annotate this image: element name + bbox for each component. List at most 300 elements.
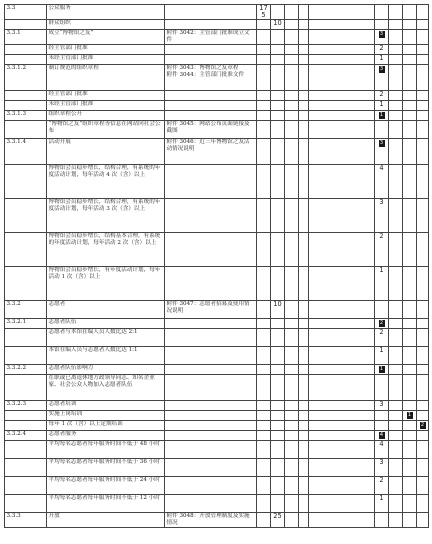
item-description: 成立“博物馆之友”	[48, 30, 94, 36]
item-description: 志愿者队伍	[48, 319, 77, 325]
blank-cell	[285, 301, 299, 319]
attachment-cell	[165, 139, 257, 165]
points-cell	[375, 365, 389, 375]
total-score-cell	[257, 329, 271, 347]
total-score-cell	[257, 495, 271, 513]
attachment-cell	[165, 513, 257, 528]
item-description: 每年 1 次（含）以上定期培训	[48, 421, 123, 427]
attachment-cell	[165, 495, 257, 513]
attachment-cell	[165, 365, 257, 375]
mark-cell-2	[417, 411, 429, 421]
mark-cell-1	[403, 101, 417, 111]
blank-cell	[309, 477, 375, 495]
blank-cell	[285, 5, 299, 20]
mark-cell-2	[417, 495, 429, 513]
mark-cell-1	[403, 347, 417, 365]
item-description-cell	[47, 45, 165, 55]
points-value: 2	[379, 320, 384, 326]
blank-cell	[299, 121, 309, 139]
blank-cell	[299, 431, 309, 441]
subtotal-score-cell	[271, 421, 285, 431]
blank-cell	[389, 319, 403, 329]
table-row	[5, 55, 429, 65]
mark-cell-1	[403, 165, 417, 199]
item-id-cell	[5, 45, 47, 55]
item-description-cell	[47, 431, 165, 441]
mark-cell-1	[403, 495, 417, 513]
mark-cell-1	[403, 401, 417, 411]
item-id-cell	[5, 165, 47, 199]
item-id-cell	[5, 139, 47, 165]
points-cell	[375, 5, 389, 20]
table-row	[5, 495, 429, 513]
item-id-cell	[5, 199, 47, 233]
total-score: 5	[261, 11, 266, 19]
subtotal-score-cell	[271, 20, 285, 30]
evaluation-table-page	[4, 4, 428, 528]
blank-cell	[299, 401, 309, 411]
item-description-cell	[47, 5, 165, 20]
subtotal-score-cell	[271, 513, 285, 528]
item-id-cell	[5, 65, 47, 91]
total-score-cell	[257, 65, 271, 91]
item-description: 本馆在编人员与志愿者人数比达 1:1	[48, 347, 138, 353]
total-score: 17	[259, 4, 268, 12]
subtotal-score-cell	[271, 233, 285, 267]
blank-cell	[389, 495, 403, 513]
blank-cell	[299, 139, 309, 165]
table-row	[5, 459, 429, 477]
points-cell	[375, 139, 389, 165]
blank-cell	[309, 199, 375, 233]
mark-cell-2	[417, 347, 429, 365]
item-description-cell	[47, 459, 165, 477]
table-row	[5, 5, 429, 20]
item-description-cell	[47, 421, 165, 431]
blank-cell	[309, 365, 375, 375]
subtotal-score-cell	[271, 199, 285, 233]
item-description-cell	[47, 411, 165, 421]
mark-cell-1	[403, 111, 417, 121]
attachment-cell	[165, 441, 257, 459]
attachment-cell	[165, 165, 257, 199]
item-description-cell	[47, 347, 165, 365]
points-cell	[375, 233, 389, 267]
total-score-cell	[257, 30, 271, 45]
blank-cell	[285, 111, 299, 121]
item-description: 经主管部门批准	[48, 91, 88, 97]
blank-cell	[299, 30, 309, 45]
attachment-cell	[165, 111, 257, 121]
subtotal-score-cell	[271, 267, 285, 301]
table-row	[5, 199, 429, 233]
attachment-cell	[165, 459, 257, 477]
total-score-cell	[257, 319, 271, 329]
attachment-text: 附件 3047：志愿者招募及使用情况说明	[166, 301, 250, 314]
attachment-cell	[165, 411, 257, 421]
points-cell	[375, 165, 389, 199]
blank-cell	[299, 267, 309, 301]
mark-cell-2	[417, 30, 429, 45]
item-id-cell	[5, 347, 47, 365]
total-score-cell	[257, 267, 271, 301]
blank-cell	[309, 5, 375, 20]
subtotal-score-cell	[271, 121, 285, 139]
table-row	[5, 267, 429, 301]
item-description: 实施上岗培训	[48, 411, 83, 417]
subtotal-score: 10	[273, 300, 282, 308]
mark-cell-2	[417, 441, 429, 459]
item-description: 博物馆会员稳步增长，结构合理，有系统的年度活动计划，每年活动 3 次（含）以上	[48, 199, 161, 212]
mark-cell-1	[403, 301, 417, 319]
mark-cell-1	[403, 199, 417, 233]
mark-cell-1	[403, 431, 417, 441]
item-description-cell	[47, 301, 165, 319]
item-id: 3.3.2.4	[6, 431, 27, 437]
points-cell	[375, 513, 389, 528]
total-score-cell	[257, 101, 271, 111]
subtotal-score-cell	[271, 65, 285, 91]
item-id-cell	[5, 477, 47, 495]
blank-cell	[309, 45, 375, 55]
blank-cell	[299, 20, 309, 30]
blank-cell	[285, 375, 299, 401]
mark-cell-1	[403, 30, 417, 45]
blank-cell	[299, 319, 309, 329]
item-id: 3.3.2.1	[6, 319, 27, 325]
item-id-cell	[5, 233, 47, 267]
total-score-cell	[257, 139, 271, 165]
blank-cell	[285, 101, 299, 111]
mark-cell-1	[403, 411, 417, 421]
item-description-cell	[47, 513, 165, 528]
points-value: 1	[379, 54, 384, 62]
points-cell	[375, 477, 389, 495]
blank-cell	[309, 267, 375, 301]
mark-cell-1	[403, 233, 417, 267]
subtotal-score-cell	[271, 365, 285, 375]
total-score-cell	[257, 477, 271, 495]
table-row	[5, 347, 429, 365]
points-cell	[375, 495, 389, 513]
table-row	[5, 319, 429, 329]
item-description-cell	[47, 199, 165, 233]
item-id-cell	[5, 267, 47, 301]
points-cell	[375, 30, 389, 45]
points-value: 1	[379, 366, 384, 372]
item-description: 博物馆会员稳步增长，结构基本合理，有系统的年度活动计划，每年活动 2 次（含）以上	[48, 233, 161, 246]
blank-cell	[299, 91, 309, 101]
blank-cell	[389, 199, 403, 233]
mark-cell-2	[417, 319, 429, 329]
blank-cell	[299, 45, 309, 55]
blank-cell	[389, 101, 403, 111]
mark-cell-2	[417, 477, 429, 495]
item-description: 志愿者与本馆在编人员人数比达 2:1	[48, 329, 138, 335]
blank-cell	[389, 459, 403, 477]
item-description: 平均每名志愿者每年服务时间不低于 12 小时	[48, 495, 160, 501]
mark-cell-1	[403, 459, 417, 477]
blank-cell	[299, 495, 309, 513]
mark-cell-2	[417, 365, 429, 375]
item-id-cell	[5, 411, 47, 421]
blank-cell	[285, 513, 299, 528]
item-description: 志愿者服务	[48, 431, 77, 437]
item-description: 志愿者	[48, 301, 66, 307]
blank-cell	[309, 459, 375, 477]
blank-cell	[309, 347, 375, 365]
blank-cell	[309, 441, 375, 459]
points-value: 4	[379, 432, 384, 438]
attachment-cell	[165, 375, 257, 401]
total-score-cell	[257, 513, 271, 528]
item-id-cell	[5, 101, 47, 111]
item-description-cell	[47, 329, 165, 347]
mark-cell-1	[403, 319, 417, 329]
points-cell	[375, 441, 389, 459]
blank-cell	[285, 20, 299, 30]
points-value: 1	[379, 266, 384, 274]
blank-cell	[285, 233, 299, 267]
item-description-cell	[47, 20, 165, 30]
mark-cell-1	[403, 91, 417, 101]
subtotal-score-cell	[271, 441, 285, 459]
points-cell	[375, 329, 389, 347]
mark-cell-1	[403, 267, 417, 301]
table-row	[5, 375, 429, 401]
mark-cell-1	[403, 5, 417, 20]
points-value: 4	[379, 440, 384, 448]
points-cell	[375, 401, 389, 411]
item-description: 群众组织	[48, 20, 71, 26]
blank-cell	[299, 459, 309, 477]
mark-cell-2	[417, 431, 429, 441]
total-score-cell	[257, 233, 271, 267]
attachment-cell	[165, 421, 257, 431]
blank-cell	[389, 5, 403, 20]
item-description: 平均每名志愿者每年服务时间不低于 24 小时	[48, 477, 160, 483]
blank-cell	[299, 199, 309, 233]
item-id-cell	[5, 301, 47, 319]
points-cell	[375, 347, 389, 365]
blank-cell	[299, 375, 309, 401]
mark-cell-2	[417, 329, 429, 347]
blank-cell	[285, 199, 299, 233]
mark-cell-2	[417, 121, 429, 139]
attachment-cell	[165, 301, 257, 319]
table-row	[5, 411, 429, 421]
item-id-cell	[5, 55, 47, 65]
table-row	[5, 121, 429, 139]
attachment-cell	[165, 401, 257, 411]
mark-cell-2	[417, 513, 429, 528]
points-cell	[375, 267, 389, 301]
blank-cell	[309, 401, 375, 411]
blank-cell	[309, 30, 375, 45]
blank-cell	[389, 233, 403, 267]
item-description-cell	[47, 441, 165, 459]
total-score-cell	[257, 55, 271, 65]
item-description: 博物馆会员稳步增长，有年度活动计划，每年活动 1 次（含）以上	[48, 267, 161, 280]
points-cell	[375, 199, 389, 233]
mark-cell-2	[417, 65, 429, 91]
mark-cell-1	[403, 375, 417, 401]
attachment-cell	[165, 477, 257, 495]
table-row	[5, 45, 429, 55]
blank-cell	[389, 411, 403, 421]
blank-cell	[389, 121, 403, 139]
blank-cell	[309, 431, 375, 441]
subtotal-score-cell	[271, 459, 285, 477]
item-id: 3.3.3	[6, 513, 21, 519]
mark-cell-2	[417, 459, 429, 477]
item-description-cell	[47, 121, 165, 139]
blank-cell	[309, 233, 375, 267]
blank-cell	[309, 411, 375, 421]
blank-cell	[389, 431, 403, 441]
blank-cell	[309, 421, 375, 431]
item-id-cell	[5, 459, 47, 477]
blank-cell	[389, 329, 403, 347]
subtotal-score-cell	[271, 375, 285, 401]
attachment-text: 附件 3046：近三年博物馆之友活动情况说明	[166, 139, 250, 152]
item-id-cell	[5, 30, 47, 45]
mark-cell-1	[403, 421, 417, 431]
blank-cell	[309, 91, 375, 101]
blank-cell	[285, 421, 299, 431]
attachment-cell	[165, 65, 257, 91]
table-row	[5, 139, 429, 165]
blank-cell	[389, 55, 403, 65]
mark-cell-2	[417, 421, 429, 431]
subtotal-score-cell	[271, 45, 285, 55]
points-cell	[375, 20, 389, 30]
blank-cell	[285, 329, 299, 347]
item-description: 开放	[48, 513, 60, 519]
mark-cell-1	[403, 55, 417, 65]
item-description-cell	[47, 477, 165, 495]
blank-cell	[309, 329, 375, 347]
subtotal-score-cell	[271, 139, 285, 165]
points-cell	[375, 411, 389, 421]
blank-cell	[389, 441, 403, 459]
blank-cell	[285, 495, 299, 513]
attachment-cell	[165, 431, 257, 441]
mark-cell-2	[417, 267, 429, 301]
blank-cell	[299, 233, 309, 267]
total-score-cell	[257, 375, 271, 401]
attachment-cell	[165, 5, 257, 20]
blank-cell	[285, 347, 299, 365]
points-cell	[375, 421, 389, 431]
table-row	[5, 365, 429, 375]
mark-cell-2	[417, 199, 429, 233]
mark-value: 1	[407, 412, 412, 418]
attachment-cell	[165, 101, 257, 111]
item-description: 志愿者培训	[48, 401, 77, 407]
points-value: 2	[379, 232, 384, 240]
item-description: “博物馆之友”组织章程等信息在网站向社会公布	[48, 121, 161, 134]
table-row	[5, 101, 429, 111]
blank-cell	[309, 139, 375, 165]
table-row	[5, 301, 429, 319]
item-description-cell	[47, 111, 165, 121]
attachment-text: 附件 3045：网站公布页面链接及截图	[166, 121, 250, 134]
blank-cell	[389, 375, 403, 401]
blank-cell	[285, 401, 299, 411]
blank-cell	[389, 401, 403, 411]
evaluation-table	[4, 4, 429, 528]
mark-cell-1	[403, 441, 417, 459]
blank-cell	[299, 421, 309, 431]
points-value: 1	[379, 112, 384, 118]
mark-cell-1	[403, 477, 417, 495]
points-value: 3	[379, 400, 384, 408]
attachment-cell	[165, 20, 257, 30]
blank-cell	[285, 319, 299, 329]
item-id-cell	[5, 431, 47, 441]
table-row	[5, 401, 429, 411]
blank-cell	[309, 101, 375, 111]
table-row	[5, 513, 429, 528]
subtotal-score-cell	[271, 111, 285, 121]
item-description: 组织章程公开	[48, 111, 83, 117]
item-id-cell	[5, 329, 47, 347]
blank-cell	[299, 165, 309, 199]
total-score-cell	[257, 411, 271, 421]
attachment-cell	[165, 91, 257, 101]
item-description-cell	[47, 91, 165, 101]
item-id: 3.3.1.4	[6, 139, 27, 145]
attachment-cell	[165, 121, 257, 139]
attachment-cell	[165, 45, 257, 55]
blank-cell	[309, 20, 375, 30]
points-cell	[375, 91, 389, 101]
blank-cell	[309, 301, 375, 319]
blank-cell	[309, 65, 375, 91]
mark-cell-2	[417, 91, 429, 101]
points-value: 3	[379, 140, 384, 146]
subtotal-score-cell	[271, 431, 285, 441]
blank-cell	[389, 20, 403, 30]
blank-cell	[389, 477, 403, 495]
table-row	[5, 30, 429, 45]
mark-cell-1	[403, 365, 417, 375]
item-id-cell	[5, 111, 47, 121]
blank-cell	[309, 319, 375, 329]
points-value: 4	[379, 164, 384, 172]
mark-cell-1	[403, 329, 417, 347]
total-score-cell	[257, 365, 271, 375]
blank-cell	[389, 65, 403, 91]
table-row	[5, 65, 429, 91]
blank-cell	[299, 365, 309, 375]
total-score-cell	[257, 421, 271, 431]
points-cell	[375, 111, 389, 121]
blank-cell	[389, 421, 403, 431]
item-description: 志愿者队伍影响力	[48, 365, 94, 371]
blank-cell	[389, 139, 403, 165]
subtotal-score: 25	[273, 512, 282, 520]
subtotal-score-cell	[271, 55, 285, 65]
mark-cell-2	[417, 233, 429, 267]
attachment-line: 附件 3043：博物馆之友章程	[166, 65, 239, 71]
blank-cell	[299, 329, 309, 347]
item-id-cell	[5, 495, 47, 513]
attachment-cell	[165, 329, 257, 347]
points-value: 3	[379, 458, 384, 466]
mark-cell-1	[403, 513, 417, 528]
